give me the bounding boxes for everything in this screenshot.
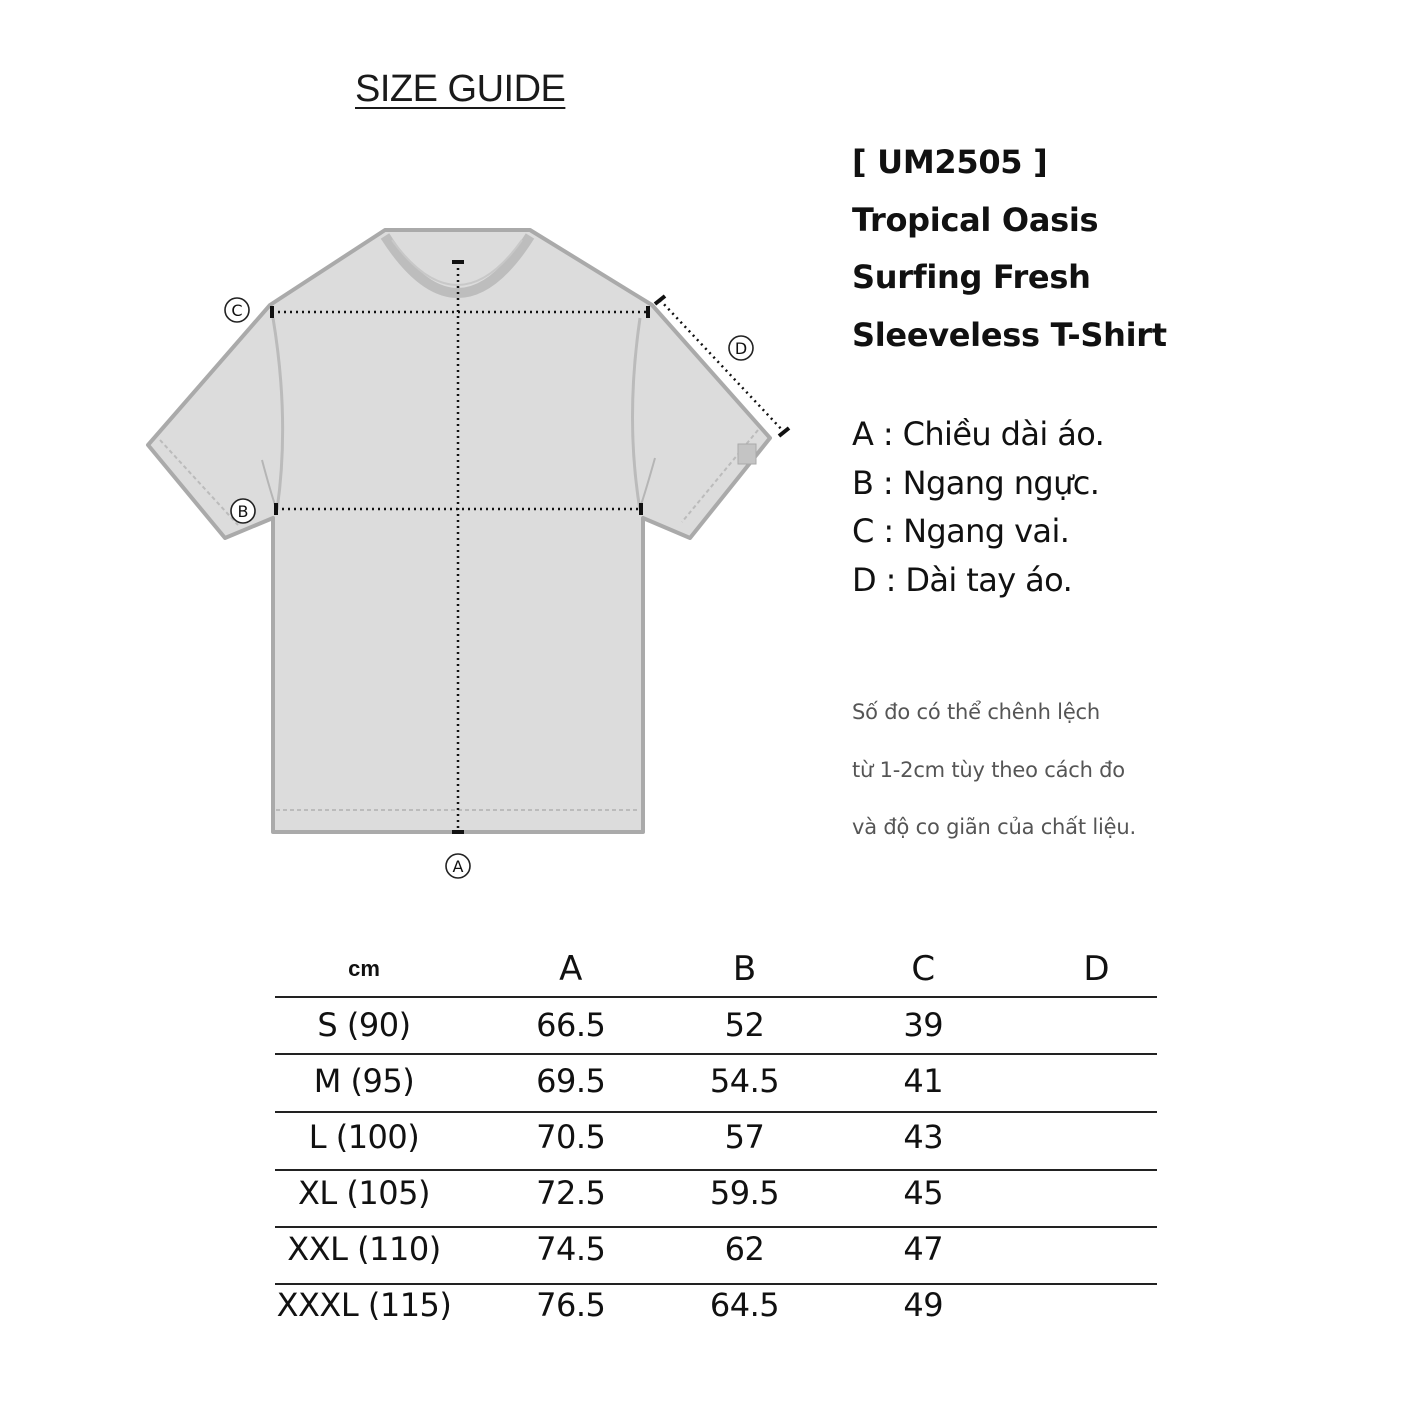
legend-item-c: C : Ngang vai. [852, 512, 1070, 550]
column-header-d: D [1083, 948, 1110, 989]
value-c: 45 [903, 1174, 944, 1212]
note-line-2: từ 1-2cm tùy theo cách đo [852, 757, 1125, 782]
note-line-3: và độ co giãn của chất liệu. [852, 815, 1136, 839]
label-c-text: C [231, 301, 243, 320]
value-b: 62 [724, 1230, 765, 1268]
page-title: SIZE GUIDE [355, 68, 566, 110]
label-d-text: D [734, 339, 748, 358]
value-a: 66.5 [536, 1006, 606, 1044]
table-divider [275, 1053, 1157, 1055]
table-divider [275, 996, 1157, 998]
label-a-marker [446, 854, 470, 878]
value-b: 54.5 [709, 1062, 780, 1100]
label-d-marker [729, 336, 753, 360]
table-divider [275, 1169, 1157, 1171]
table-row [265, 1221, 1157, 1277]
legend-item-d: D : Dài tay áo. [852, 560, 1073, 599]
value-c: 43 [903, 1118, 944, 1156]
table-row [265, 1109, 1157, 1165]
table-divider [275, 1111, 1157, 1113]
value-d [1036, 1221, 1157, 1277]
label-b-marker [231, 499, 255, 523]
value-c: 39 [903, 1006, 944, 1044]
value-c: 49 [903, 1286, 944, 1324]
value-c: 41 [903, 1062, 944, 1100]
value-a: 72.5 [536, 1174, 606, 1212]
product-info [852, 134, 1167, 364]
value-a: 70.5 [536, 1118, 606, 1156]
product-name-line-3: Sleeveless T-Shirt [852, 315, 1167, 354]
value-a: 76.5 [536, 1286, 606, 1324]
note-line-1: Số đo có thể chênh lệch [852, 700, 1100, 724]
size-label: XL (105) [298, 1174, 430, 1212]
size-label: XXXL (115) [276, 1286, 452, 1324]
label-a-text: A [452, 857, 464, 876]
table-divider [275, 1226, 1157, 1228]
value-d [1036, 1277, 1157, 1333]
measurement-legend [852, 410, 1104, 604]
table-row [265, 1053, 1157, 1109]
column-header-a: A [559, 948, 583, 989]
size-label: M (95) [313, 1062, 415, 1100]
size-label: L (100) [308, 1118, 420, 1156]
measurement-note [852, 684, 1136, 857]
size-table-header [265, 940, 1157, 997]
column-header-c: C [911, 948, 936, 989]
column-header-b: B [732, 948, 757, 989]
value-b: 64.5 [709, 1286, 780, 1324]
product-name-line-1: Tropical Oasis [852, 200, 1099, 239]
table-row [265, 997, 1157, 1053]
value-b: 52 [724, 1006, 765, 1044]
unit-header: cm [348, 955, 380, 981]
label-c-marker [225, 298, 249, 322]
label-b-text: B [237, 502, 249, 521]
size-label: XXL (110) [287, 1230, 441, 1268]
table-row [265, 1165, 1157, 1221]
value-a: 74.5 [536, 1230, 606, 1268]
legend-item-a: A : Chiều dài áo. [852, 415, 1105, 453]
product-name-line-2: Surfing Fresh [852, 258, 1091, 296]
sleeve-tag [738, 444, 756, 464]
product-code: [ UM2505 ] [852, 143, 1048, 181]
table-row [265, 1277, 1157, 1333]
value-b: 59.5 [709, 1174, 780, 1212]
legend-item-b: B : Ngang ngực. [852, 463, 1100, 502]
value-b: 57 [724, 1118, 765, 1156]
value-d [1036, 1053, 1157, 1109]
table-divider [275, 1283, 1157, 1285]
value-d [1036, 997, 1157, 1053]
size-table [265, 940, 1157, 1333]
value-d [1036, 1165, 1157, 1221]
value-c: 47 [903, 1230, 944, 1268]
value-d [1036, 1109, 1157, 1165]
size-label: S (90) [317, 1006, 411, 1044]
value-a: 69.5 [536, 1062, 606, 1100]
